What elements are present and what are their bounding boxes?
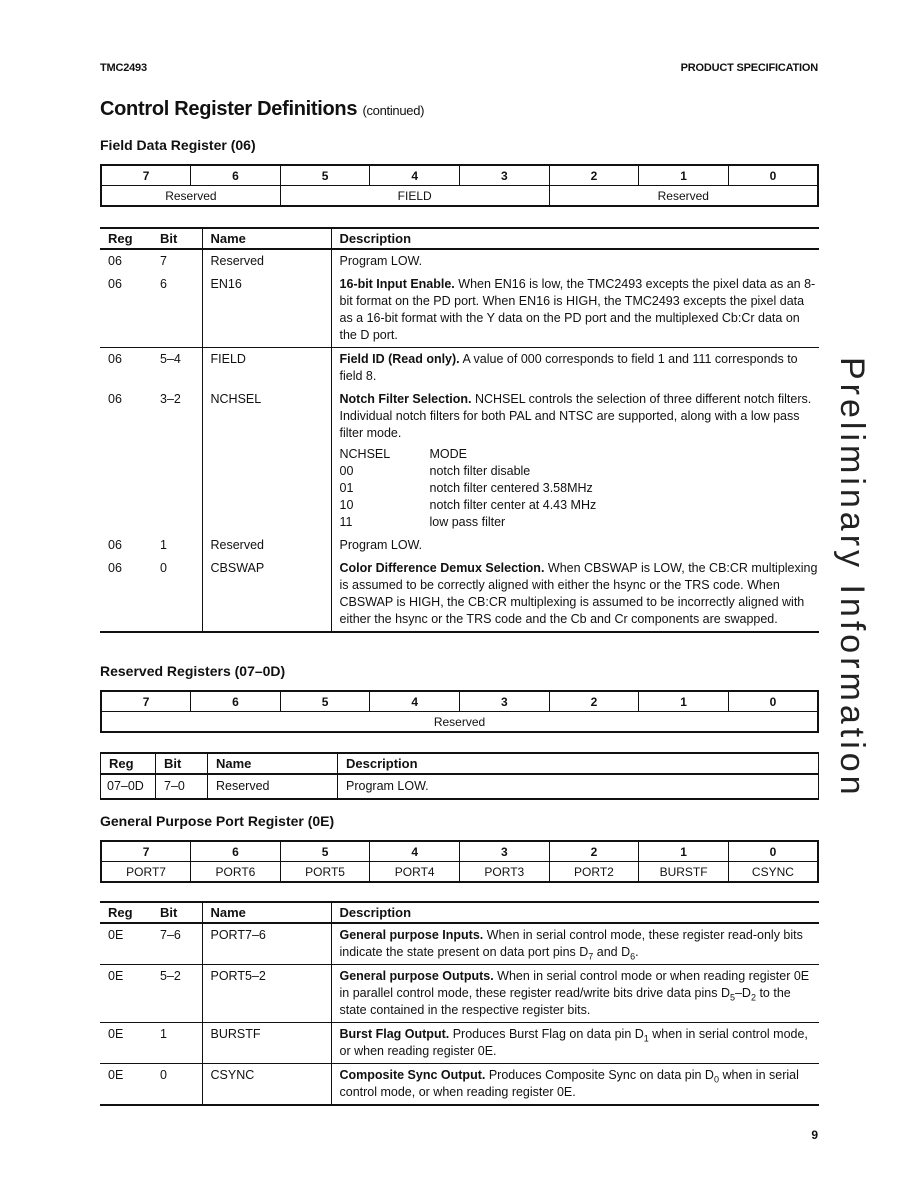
nchsel-value: 10 bbox=[339, 498, 354, 512]
table-row bbox=[100, 273, 819, 348]
desc-cell bbox=[331, 348, 819, 389]
bit-field-row bbox=[101, 862, 818, 883]
reg-cell: 0E bbox=[100, 965, 152, 1023]
gp-port-heading: General Purpose Port Register (0E) bbox=[100, 813, 335, 829]
name-cell: PORT7–6 bbox=[202, 923, 331, 965]
table-row bbox=[100, 534, 819, 557]
desc-text: and D bbox=[593, 945, 631, 959]
reg-cell: 0E bbox=[100, 1023, 152, 1064]
bit-field: PORT3 bbox=[460, 862, 550, 883]
col-header-bit: Bit bbox=[156, 753, 208, 774]
page-number: 9 bbox=[811, 1128, 818, 1142]
mode-head: MODE bbox=[429, 447, 467, 461]
name-cell: Reserved bbox=[208, 774, 338, 799]
bit-cell: 1 bbox=[152, 1023, 202, 1064]
desc-text: A value of 000 corresponds to field 1 and 111 corresponds to field 8. bbox=[339, 352, 798, 383]
reg-cell: 06 bbox=[108, 254, 122, 268]
col-header-description: Description bbox=[331, 902, 819, 923]
desc-title: Burst Flag Output. bbox=[339, 1027, 450, 1041]
reserved-regs-heading: Reserved Registers (07–0D) bbox=[100, 663, 286, 679]
pin-subscript: 2 bbox=[750, 992, 756, 1003]
reg-cell: 06 bbox=[108, 561, 122, 575]
desc-cell: Program LOW. bbox=[331, 249, 819, 273]
table-header-row bbox=[101, 753, 819, 774]
desc-text: –D bbox=[734, 986, 751, 1000]
desc-cell bbox=[331, 965, 819, 1023]
bit-number: 1 bbox=[639, 165, 729, 186]
bit-number: 1 bbox=[639, 691, 729, 712]
bit-number: 1 bbox=[639, 841, 729, 862]
bit-cell: 7 bbox=[160, 254, 167, 268]
header-product-id: TMC2493 bbox=[100, 62, 147, 74]
bit-field: PORT7 bbox=[101, 862, 191, 883]
bit-number-row bbox=[101, 165, 818, 186]
reg-cell: 0E bbox=[108, 1068, 124, 1082]
desc-text: Produces Composite Sync on data pin D bbox=[485, 1068, 714, 1082]
name-cell: FIELD bbox=[202, 348, 331, 389]
reg-cell: 06 bbox=[100, 273, 152, 348]
bit-number: 6 bbox=[191, 841, 281, 862]
table-header-row bbox=[100, 228, 819, 249]
desc-text: when in serial control mode, or when reading register 0E. bbox=[339, 1027, 808, 1058]
bit-field: Reserved bbox=[549, 186, 818, 207]
mode-value: notch filter center at 4.43 MHz bbox=[429, 498, 597, 512]
bit-number: 5 bbox=[280, 165, 370, 186]
col-header-description: Description bbox=[338, 753, 819, 774]
col-header-reg: Reg bbox=[100, 228, 152, 249]
bit-cell: 7–6 bbox=[152, 923, 202, 965]
nchsel-value: 01 bbox=[339, 481, 354, 495]
bit-number-row bbox=[101, 691, 818, 712]
mode-value: low pass filter bbox=[429, 515, 506, 529]
bit-number: 4 bbox=[370, 691, 460, 712]
nchsel-value: 00 bbox=[339, 464, 354, 478]
desc-text: When CBSWAP is LOW, the CB:CR multiplexing is assumed to be correctly aligned with either the hsync or the TRS code. When CBSWAP is HIGH, the CB:CR multiplexing is assumed to be incorrectly aligned with either the hsync or the TRS code and the Cb and Cr components are swapped. bbox=[339, 561, 818, 626]
col-header-bit: Bit bbox=[152, 228, 202, 249]
name-cell: EN16 bbox=[202, 273, 331, 348]
bit-cell: 0 bbox=[160, 561, 167, 575]
desc-text: When in serial control mode, these register read-only bits indicate the state present on data port pins D bbox=[339, 928, 803, 959]
bit-number: 2 bbox=[549, 691, 639, 712]
desc-title: 16-bit Input Enable. bbox=[339, 277, 455, 291]
table-row bbox=[101, 774, 819, 799]
bit-number: 7 bbox=[101, 165, 191, 186]
bit-number: 6 bbox=[191, 691, 281, 712]
desc-title: General purpose Inputs. bbox=[339, 928, 484, 942]
mode-value: notch filter disable bbox=[429, 464, 531, 478]
name-cell: PORT5–2 bbox=[202, 965, 331, 1023]
bit-field: FIELD bbox=[280, 186, 549, 207]
col-header-description: Description bbox=[331, 228, 819, 249]
desc-text: When in serial control mode or when reading register 0E in parallel control mode, these register read/write bits drive data pins D bbox=[339, 969, 810, 1000]
desc-title: Notch Filter Selection. bbox=[339, 392, 472, 406]
bit-cell: 1 bbox=[160, 538, 167, 552]
bit-field: Reserved bbox=[101, 712, 818, 733]
name-cell: NCHSEL bbox=[202, 388, 331, 534]
table-row bbox=[100, 348, 819, 389]
name-cell: CSYNC bbox=[202, 1064, 331, 1106]
bit-number-row bbox=[101, 841, 818, 862]
desc-cell bbox=[331, 557, 819, 632]
bit-field: PORT2 bbox=[549, 862, 639, 883]
desc-cell bbox=[331, 273, 819, 348]
bit-field: PORT6 bbox=[191, 862, 281, 883]
bit-cell: 5–2 bbox=[152, 965, 202, 1023]
pin-subscript: 6 bbox=[630, 951, 636, 962]
reg-cell: 06 bbox=[108, 392, 122, 406]
bit-cell: 6 bbox=[152, 273, 202, 348]
bit-number: 4 bbox=[370, 165, 460, 186]
desc-cell bbox=[331, 1023, 819, 1064]
table-row bbox=[100, 1023, 819, 1064]
desc-text: when in serial control mode, or when reading register 0E. bbox=[339, 1068, 799, 1099]
bit-number: 3 bbox=[460, 841, 550, 862]
desc-text: to the state contained in the respective register bits. bbox=[339, 986, 791, 1017]
bit-number: 2 bbox=[549, 841, 639, 862]
pin-subscript: 7 bbox=[588, 951, 594, 962]
reg-cell: 06 bbox=[108, 538, 122, 552]
bit-number: 0 bbox=[728, 691, 818, 712]
bit-cell: 3–2 bbox=[160, 392, 181, 406]
field-data-bit-table bbox=[100, 164, 819, 207]
nchsel-mode-table bbox=[340, 446, 820, 531]
bit-field-row bbox=[101, 186, 818, 207]
bit-number: 7 bbox=[101, 691, 191, 712]
name-cell: Reserved bbox=[202, 249, 331, 273]
col-header-reg: Reg bbox=[101, 753, 156, 774]
mode-value: notch filter centered 3.58MHz bbox=[429, 481, 593, 495]
pin-subscript: 0 bbox=[713, 1074, 719, 1085]
desc-text: Produces Burst Flag on data pin D bbox=[449, 1027, 644, 1041]
name-cell: BURSTF bbox=[202, 1023, 331, 1064]
bit-number: 5 bbox=[280, 691, 370, 712]
pin-subscript: 1 bbox=[643, 1033, 649, 1044]
nchsel-head: NCHSEL bbox=[339, 447, 391, 461]
gp-port-bit-table bbox=[100, 840, 819, 883]
bit-number: 2 bbox=[549, 165, 639, 186]
col-header-bit: Bit bbox=[152, 902, 202, 923]
desc-text: . bbox=[635, 945, 639, 959]
reserved-bit-table bbox=[100, 690, 819, 733]
desc-cell: Program LOW. bbox=[331, 534, 819, 557]
table-row bbox=[100, 923, 819, 965]
nchsel-value: 11 bbox=[339, 515, 353, 529]
bit-field: PORT4 bbox=[370, 862, 460, 883]
table-header-row bbox=[100, 902, 819, 923]
table-row bbox=[100, 557, 819, 632]
bit-number: 3 bbox=[460, 165, 550, 186]
bit-field: PORT5 bbox=[280, 862, 370, 883]
bit-number: 0 bbox=[728, 165, 818, 186]
desc-cell bbox=[331, 923, 819, 965]
page-title-text: Control Register Definitions bbox=[100, 98, 358, 120]
reserved-desc-table bbox=[100, 752, 819, 800]
preliminary-information-label: Preliminary Information bbox=[833, 357, 871, 799]
bit-cell: 5–4 bbox=[160, 352, 181, 366]
table-row bbox=[100, 965, 819, 1023]
gp-port-desc-table bbox=[100, 901, 819, 1106]
desc-title: Field ID (Read only). bbox=[339, 352, 460, 366]
bit-field: Reserved bbox=[101, 186, 280, 207]
field-data-heading: Field Data Register (06) bbox=[100, 137, 256, 153]
field-data-desc-table bbox=[100, 227, 819, 633]
table-row bbox=[100, 1064, 819, 1106]
desc-text: NCHSEL controls the selection of three different notch filters. Individual notch filters for both PAL and NTSC are supported, along with a low pass filter mode. bbox=[339, 392, 812, 440]
col-header-name: Name bbox=[202, 228, 331, 249]
header-doc-type: PRODUCT SPECIFICATION bbox=[680, 62, 818, 74]
bit-number: 5 bbox=[280, 841, 370, 862]
desc-title: Color Difference Demux Selection. bbox=[339, 561, 545, 575]
page-title bbox=[100, 98, 424, 121]
desc-cell bbox=[331, 1064, 819, 1106]
bit-cell: 0 bbox=[160, 1068, 167, 1082]
table-row bbox=[100, 388, 819, 534]
reg-cell: 07–0D bbox=[107, 779, 144, 793]
bit-number: 0 bbox=[728, 841, 818, 862]
bit-field-row bbox=[101, 712, 818, 733]
col-header-name: Name bbox=[208, 753, 338, 774]
desc-cell bbox=[331, 388, 819, 534]
reg-cell: 0E bbox=[100, 923, 152, 965]
desc-cell: Program LOW. bbox=[338, 774, 819, 799]
bit-number: 6 bbox=[191, 165, 281, 186]
bit-field: CSYNC bbox=[728, 862, 818, 883]
page-title-continued: (continued) bbox=[362, 103, 425, 118]
desc-text: When EN16 is low, the TMC2493 excepts the pixel data as an 8-bit format on the PD port. When EN16 is HIGH, the TMC2493 excepts the pixel data as a 16-bit format with the Y data on the PD port and the multiplexed Cb:Cr data on the D port. bbox=[339, 277, 816, 342]
name-cell: Reserved bbox=[202, 534, 331, 557]
pin-subscript: 5 bbox=[729, 992, 735, 1003]
table-row bbox=[100, 249, 819, 273]
bit-field: BURSTF bbox=[639, 862, 729, 883]
bit-number: 3 bbox=[460, 691, 550, 712]
reg-cell: 06 bbox=[108, 352, 122, 366]
bit-number: 4 bbox=[370, 841, 460, 862]
col-header-name: Name bbox=[202, 902, 331, 923]
desc-title: Composite Sync Output. bbox=[339, 1068, 486, 1082]
desc-title: General purpose Outputs. bbox=[339, 969, 494, 983]
name-cell: CBSWAP bbox=[202, 557, 331, 632]
bit-cell: 7–0 bbox=[156, 774, 208, 799]
bit-number: 7 bbox=[101, 841, 191, 862]
col-header-reg: Reg bbox=[100, 902, 152, 923]
